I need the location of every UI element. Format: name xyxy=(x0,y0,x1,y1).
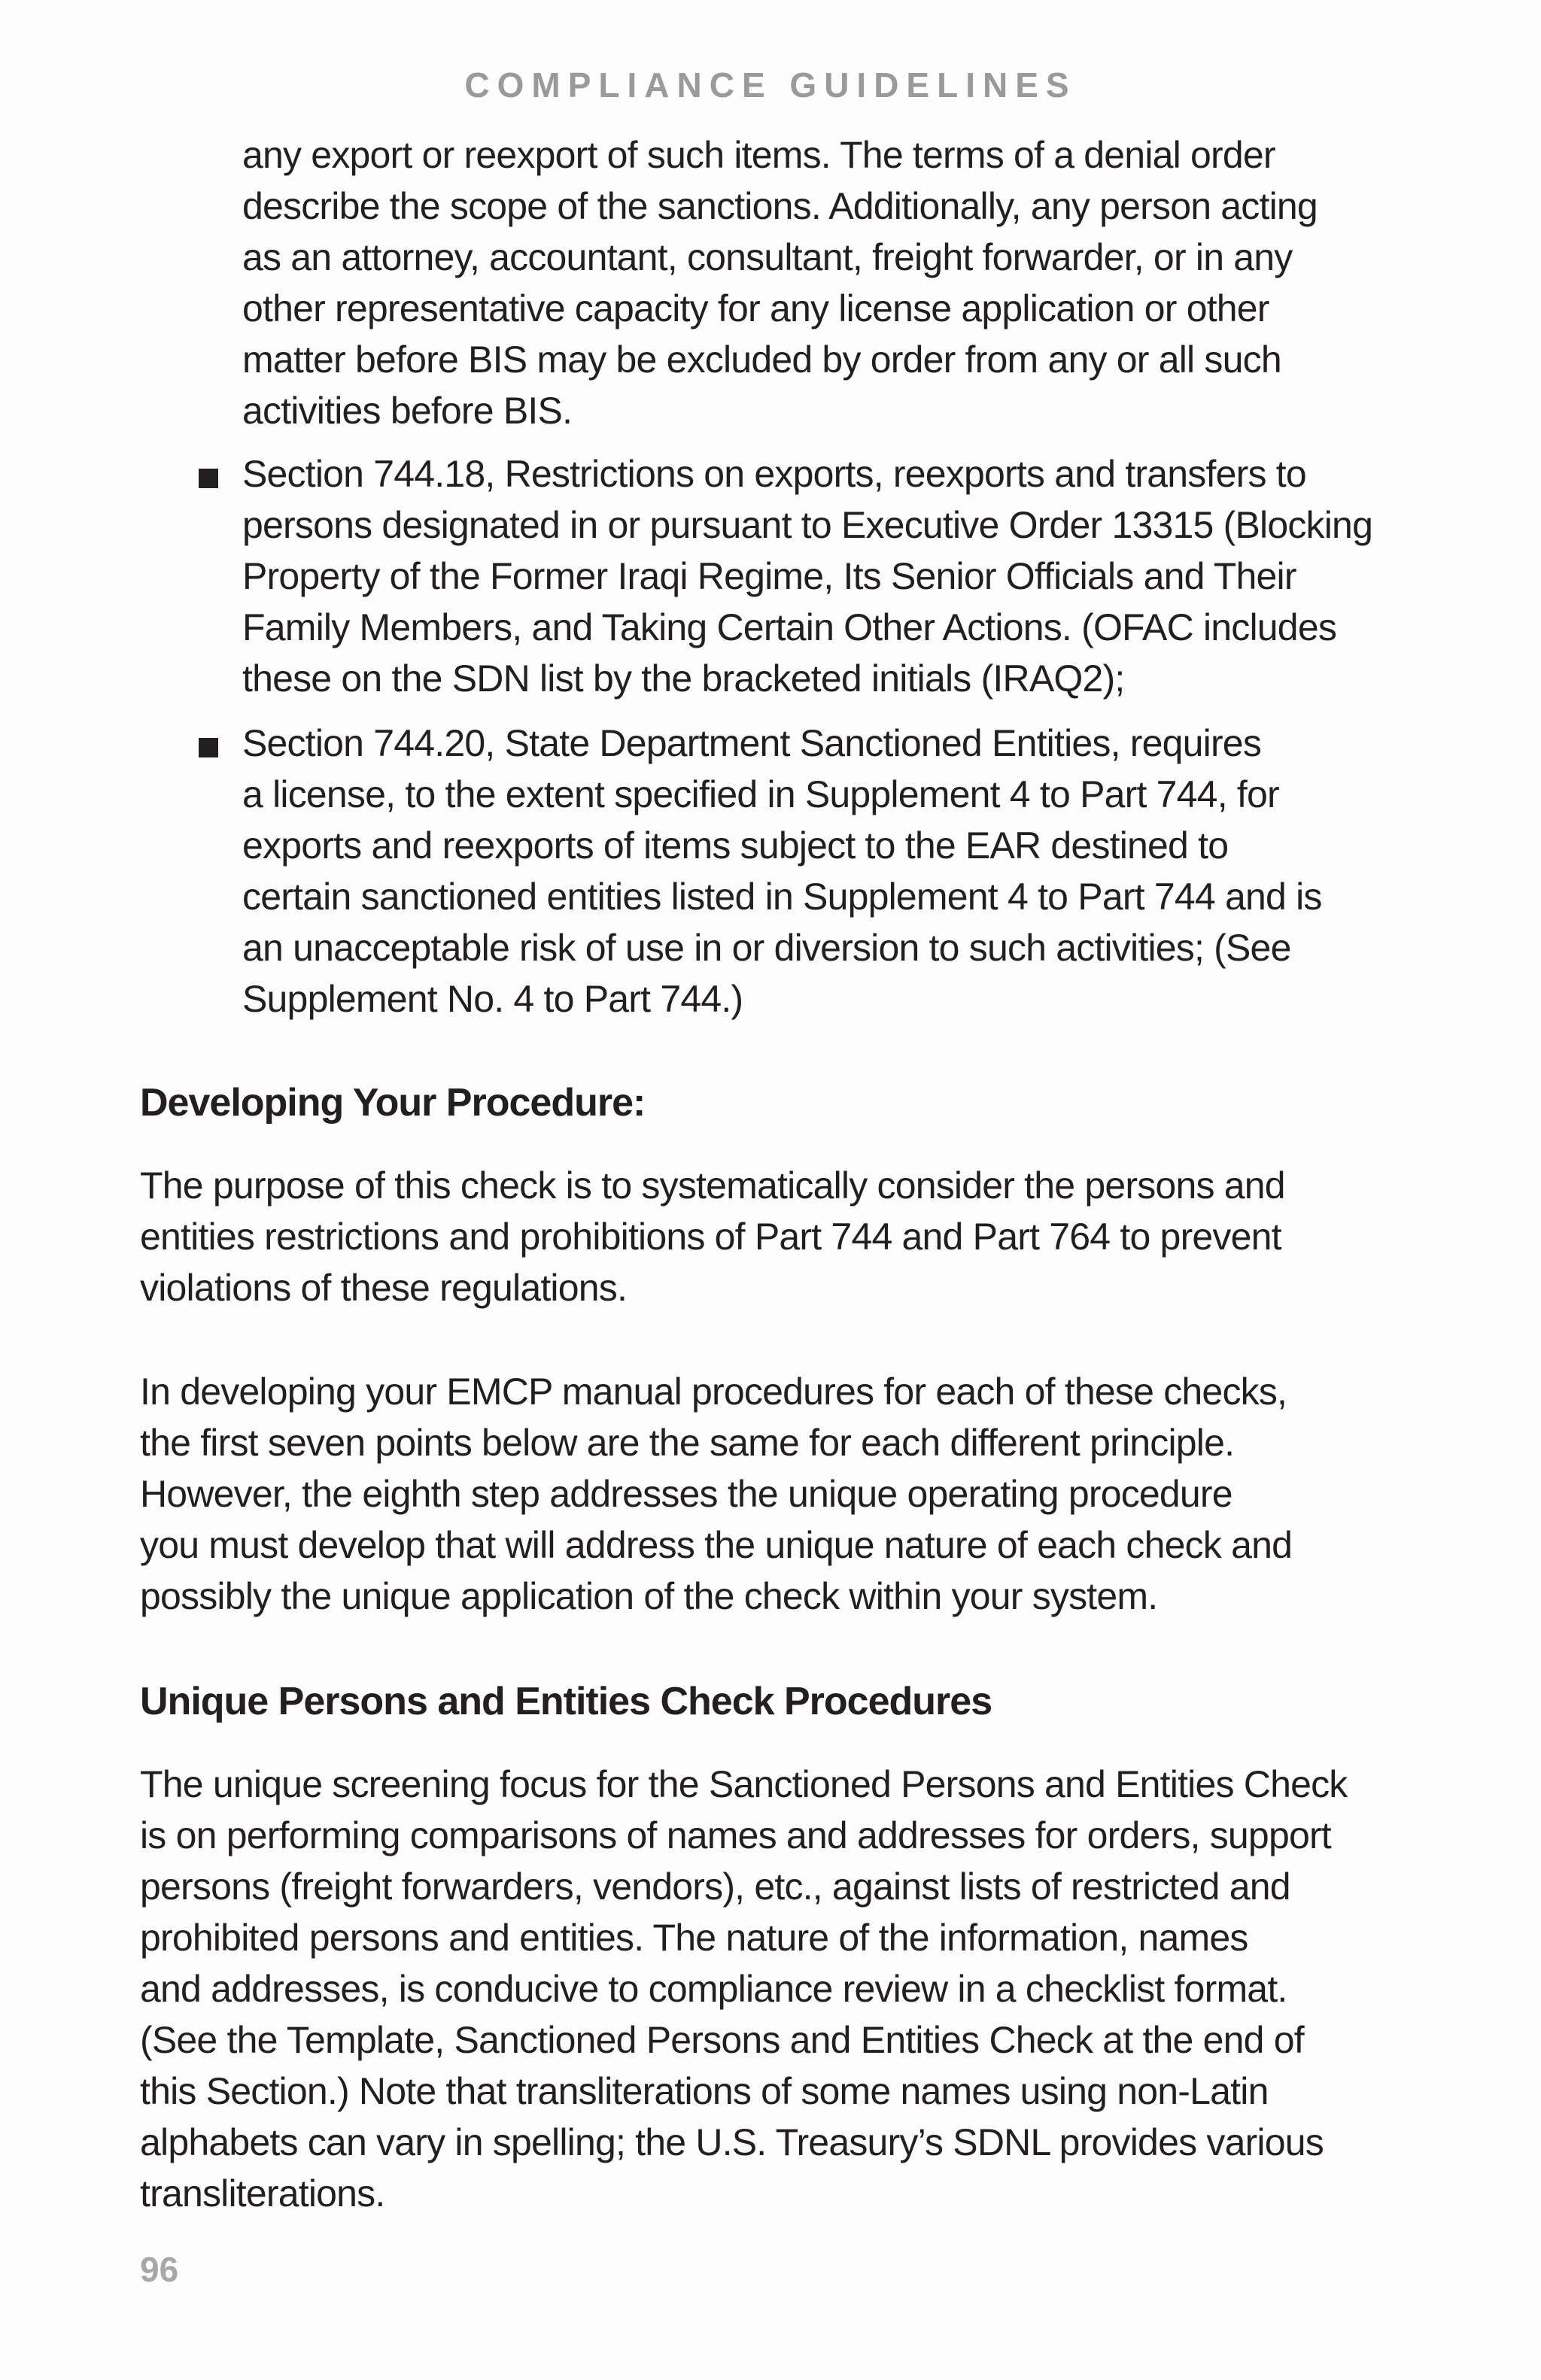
square-bullet-icon xyxy=(199,469,218,488)
square-bullet-icon xyxy=(199,738,218,757)
text-line: persons (freight forwarders, vendors), etc., against lists of restricted and xyxy=(140,1865,1290,1908)
text-line: violations of these regulations. xyxy=(140,1267,628,1309)
text-line: exports and reexports of items subject to the EAR destined to xyxy=(242,824,1229,867)
text-line: the first seven points below are the same for each different principle. xyxy=(140,1422,1235,1464)
text-line: and addresses, is conducive to compliance review in a checklist format. xyxy=(140,1968,1287,2010)
paragraph-unique-screening xyxy=(140,1759,1348,2219)
text-line: (See the Template, Sanctioned Persons and Entities Check at the end of xyxy=(140,2019,1304,2061)
text-line: this Section.) Note that transliterations of some names using non-Latin xyxy=(140,2070,1269,2112)
paragraph-purpose xyxy=(140,1160,1285,1313)
text-line: entities restrictions and prohibitions of Part 744 and Part 764 to prevent xyxy=(140,1216,1281,1258)
text-line: persons designated in or pursuant to Executive Order 13315 (Blocking xyxy=(242,504,1373,546)
text-line: matter before BIS may be excluded by order from any or all such xyxy=(242,338,1281,381)
text-line: In developing your EMCP manual procedures for each of these checks, xyxy=(140,1371,1287,1413)
text-line: The unique screening focus for the Sanctioned Persons and Entities Check xyxy=(140,1763,1348,1805)
text-line: you must develop that will address the unique nature of each check and xyxy=(140,1524,1293,1566)
page-number: 96 xyxy=(140,2250,179,2289)
text-line: an unacceptable risk of use in or diversion to such activities; (See xyxy=(242,927,1291,969)
text-line: Supplement No. 4 to Part 744.) xyxy=(242,978,743,1020)
text-line: certain sanctioned entities listed in Supplement 4 to Part 744 and is xyxy=(242,876,1322,918)
text-line: Section 744.20, State Department Sanctioned Entities, requires xyxy=(242,722,1262,764)
text-line: these on the SDN list by the bracketed initials (IRAQ2); xyxy=(242,657,1125,700)
section-heading-developing-procedure: Developing Your Procedure: xyxy=(140,1081,646,1125)
text-line: describe the scope of the sanctions. Additionally, any person acting xyxy=(242,185,1318,227)
text-line: However, the eighth step addresses the unique operating procedure xyxy=(140,1473,1232,1515)
text-line: any export or reexport of such items. The terms of a denial order xyxy=(242,134,1275,176)
text-line: alphabets can vary in spelling; the U.S. Treasury’s SDNL provides various xyxy=(140,2121,1324,2163)
text-line: is on performing comparisons of names and addresses for orders, support xyxy=(140,1814,1331,1856)
text-line: possibly the unique application of the check within your system. xyxy=(140,1575,1158,1617)
section-heading-unique-check-procedures: Unique Persons and Entities Check Procedures xyxy=(140,1680,992,1723)
text-line: Section 744.18, Restrictions on exports, reexports and transfers to xyxy=(242,453,1306,495)
bullet-item-section-744-20 xyxy=(242,718,1322,1025)
text-line: transliterations. xyxy=(140,2172,385,2215)
bullet-item-section-744-18 xyxy=(242,448,1372,704)
text-line: Family Members, and Taking Certain Other Actions. (OFAC includes xyxy=(242,606,1337,648)
text-line: The purpose of this check is to systematically consider the persons and xyxy=(140,1164,1285,1207)
text-line: other representative capacity for any license application or other xyxy=(242,287,1269,329)
paragraph-developing-emcp xyxy=(140,1366,1292,1622)
running-header: COMPLIANCE GUIDELINES xyxy=(464,65,1077,105)
text-line: a license, to the extent specified in Supplement 4 to Part 744, for xyxy=(242,773,1279,815)
text-line: Property of the Former Iraqi Regime, Its Senior Officials and Their xyxy=(242,555,1296,597)
text-line: activities before BIS. xyxy=(242,390,573,432)
text-line: as an attorney, accountant, consultant, freight forwarder, or in any xyxy=(242,236,1293,278)
text-line: prohibited persons and entities. The nature of the information, names xyxy=(140,1917,1248,1959)
continued-paragraph xyxy=(242,129,1318,436)
